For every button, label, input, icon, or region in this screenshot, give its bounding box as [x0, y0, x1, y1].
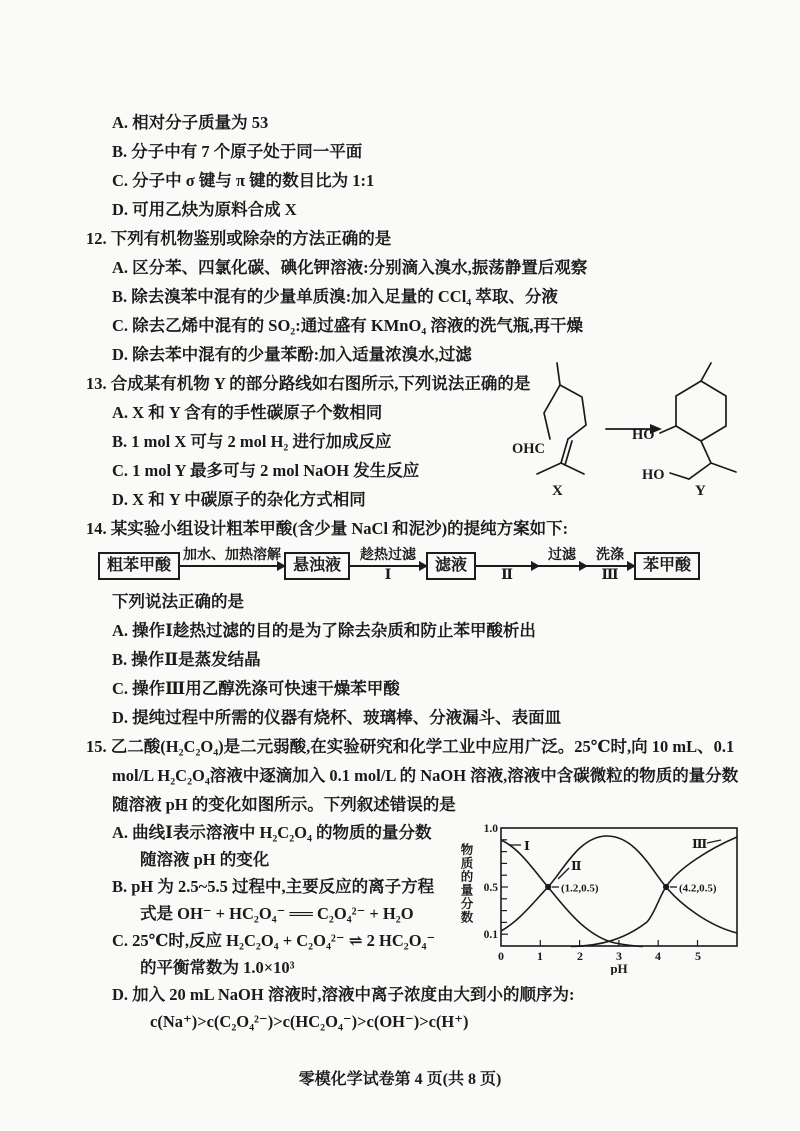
option-15-d-text: D. 加入 20 mL NaOH 溶液时,溶液中离子浓度由大到小的顺序为: — [112, 985, 575, 1004]
curve-III-label: Ⅲ — [692, 837, 708, 851]
option-14-b: B. 操作Ⅱ是蒸发结晶 — [112, 650, 261, 669]
option-15-b: B. pH 为 2.5~5.5 过程中,主要反应的离子方程式是 OH⁻ + HC₂O₄⁻ ══ C₂O₄²⁻ + H₂O — [112, 877, 435, 923]
flow-arrow-2 — [350, 547, 426, 585]
flow-box-crude-benzoic-acid: 粗苯甲酸 — [98, 552, 180, 580]
flow-arrow-3 — [476, 547, 538, 585]
question-14-number: 14. — [86, 519, 107, 538]
y-axis-label: 物质的量分数 — [459, 843, 473, 924]
arrow-shaft-icon — [180, 565, 284, 567]
option-15-a: A. 曲线Ⅰ表示溶液中 H₂C₂O₄ 的物质的量分数随溶液 pH 的变化 — [112, 823, 432, 869]
question-12-number: 12. — [86, 229, 107, 248]
q15-fraction-vs-ph-chart — [458, 823, 750, 975]
option-13-d: D. X 和 Y 中碳原子的杂化方式相同 — [112, 490, 366, 509]
flow-box-benzoic-acid: 苯甲酸 — [634, 552, 700, 580]
option-14-c: C. 操作Ⅲ用乙醇洗涤可快速干燥苯甲酸 — [112, 679, 400, 698]
x-tick-1: 1 — [537, 949, 543, 963]
y-tick-1.0: 1.0 — [483, 823, 498, 835]
option-11-a: A. 相对分子质量为 53 — [112, 113, 269, 132]
y-tick-0.1: 0.1 — [483, 929, 498, 941]
data-point-2 — [663, 884, 669, 890]
arrow-shaft-icon — [350, 565, 426, 567]
option-11-b: B. 分子中有 7 个原子处于同一平面 — [112, 142, 363, 161]
hydroxyl-group-label-2: HO — [642, 467, 665, 483]
option-15-d-formula: c(Na⁺)>c(C₂O₄²⁻)>c(HC₂O₄⁻)>c(OH⁻)>c(H⁺) — [150, 1012, 469, 1031]
flow-arrow-1 — [180, 547, 284, 585]
question-12-text: 下列有机物鉴别或除杂的方法正确的是 — [110, 229, 392, 248]
flow-step-1-numeral: Ⅰ — [384, 568, 392, 583]
flow-arrow-4-label: 过滤 — [548, 548, 577, 563]
option-13-a: A. X 和 Y 含有的手性碳原子个数相同 — [112, 403, 383, 422]
option-11-c: C. 分子中 σ 键与 π 键的数目比为 1:1 — [112, 171, 375, 190]
flow-step-2-numeral: Ⅱ — [501, 568, 513, 583]
molecule-diagram — [502, 353, 754, 501]
option-15-d — [112, 981, 750, 1035]
option-13-b: B. 1 mol X 可与 2 mol H₂ 进行加成反应 — [112, 432, 392, 451]
flow-arrow-5-label: 洗涤 — [596, 548, 625, 563]
page-footer: 零模化学试卷第 4 页(共 8 页) — [298, 1071, 502, 1088]
question-14-text: 某实验小组设计粗苯甲酸(含少量 NaCl 和泥沙)的提纯方案如下: — [110, 519, 569, 538]
hydroxyl-group-label-1: HO — [632, 427, 655, 443]
y-tick-0.5: 0.5 — [483, 882, 498, 894]
question-13-number: 13. — [86, 374, 107, 393]
aldehyde-group-label: OHC — [512, 441, 546, 457]
option-12-b: B. 除去溴苯中混有的少量单质溴:加入足量的 CCl₄ 萃取、分液 — [112, 287, 558, 306]
question-11-options — [86, 108, 750, 224]
point-2-coordinates: (4.2,0.5) — [679, 882, 717, 895]
q13-reaction-scheme — [502, 353, 754, 501]
question-14-stem — [86, 514, 750, 543]
x-tick-3: 3 — [616, 949, 622, 963]
page-content — [86, 108, 750, 1035]
option-11-d: D. 可用乙炔为原料合成 X — [112, 200, 297, 219]
option-12-d: D. 除去苯中混有的少量苯酚:加入适量浓溴水,过滤 — [112, 345, 472, 364]
x-tick-5: 5 — [695, 949, 701, 963]
point-1-coordinates: (1.2,0.5) — [561, 882, 599, 895]
flow-arrow-5 — [586, 547, 634, 585]
option-12-a: A. 区分苯、四氯化碳、碘化钾溶液:分别滴入溴水,振荡静置后观察 — [112, 258, 588, 277]
option-14-d: D. 提纯过程中所需的仪器有烧杯、玻璃棒、分液漏斗、表面皿 — [112, 708, 562, 727]
arrow-shaft-icon — [586, 565, 634, 567]
flow-box-suspension: 悬浊液 — [284, 552, 350, 580]
y-axis-ticks — [501, 840, 508, 934]
flow-arrow-1-label: 加水、加热溶解 — [183, 548, 282, 563]
data-point-1 — [545, 884, 551, 890]
x-axis-label: pH — [610, 961, 628, 975]
arrow-shaft-icon — [538, 565, 586, 567]
option-12-c: C. 除去乙烯中混有的 SO₂:通过盛有 KMnO₄ 溶液的洗气瓶,再干燥 — [112, 316, 583, 335]
question-13-text: 合成某有机物 Y 的部分路线如右图所示,下列说法正确的是 — [110, 374, 531, 393]
flow-arrow-2-label: 趁热过滤 — [360, 548, 417, 563]
question-15-text: 乙二酸(H₂C₂O₄)是二元弱酸,在实验研究和化学工业中应用广泛。25℃时,向 10 mL、0.1 mol/L H₂C₂O₄溶液中逐滴加入 0.1 mol/L 的 NaOH 溶液,溶液中含碳微粒的物质的量分数随溶液 pH 的变化如图所示。下列叙述错误的是 — [110, 737, 739, 814]
question-15-stem — [86, 732, 750, 819]
molecule-y-label: Y — [695, 483, 706, 499]
flow-box-filtrate: 滤液 — [426, 552, 476, 580]
x-tick-0: 0 — [498, 949, 504, 963]
curve-II-label: Ⅱ — [571, 859, 582, 873]
x-tick-2: 2 — [577, 949, 583, 963]
option-13-c: C. 1 mol Y 最多可与 2 mol NaOH 发生反应 — [112, 461, 420, 480]
flow-step-3-numeral: Ⅲ — [601, 568, 619, 583]
line-chart — [473, 823, 745, 975]
x-tick-4: 4 — [655, 949, 661, 963]
question-14-lead: 下列说法正确的是 — [112, 592, 244, 611]
molecule-x-label: X — [552, 483, 563, 499]
question-12 — [86, 224, 750, 369]
question-14 — [86, 514, 750, 732]
flow-arrow-4 — [538, 547, 586, 585]
question-13 — [86, 369, 750, 514]
arrow-shaft-icon — [476, 565, 538, 567]
question-12-stem — [86, 224, 750, 253]
option-14-a: A. 操作Ⅰ趁热过滤的目的是为了除去杂质和防止苯甲酸析出 — [112, 621, 536, 640]
purification-flow-diagram — [98, 547, 750, 585]
question-15-number: 15. — [86, 737, 107, 756]
question-15 — [86, 732, 750, 1035]
option-15-c: C. 25℃时,反应 H₂C₂O₄ + C₂O₄²⁻ ⇌ 2 HC₂O₄⁻ 的平衡常数为 1.0×10³ — [112, 931, 436, 977]
curve-I-label: Ⅰ — [524, 839, 530, 853]
